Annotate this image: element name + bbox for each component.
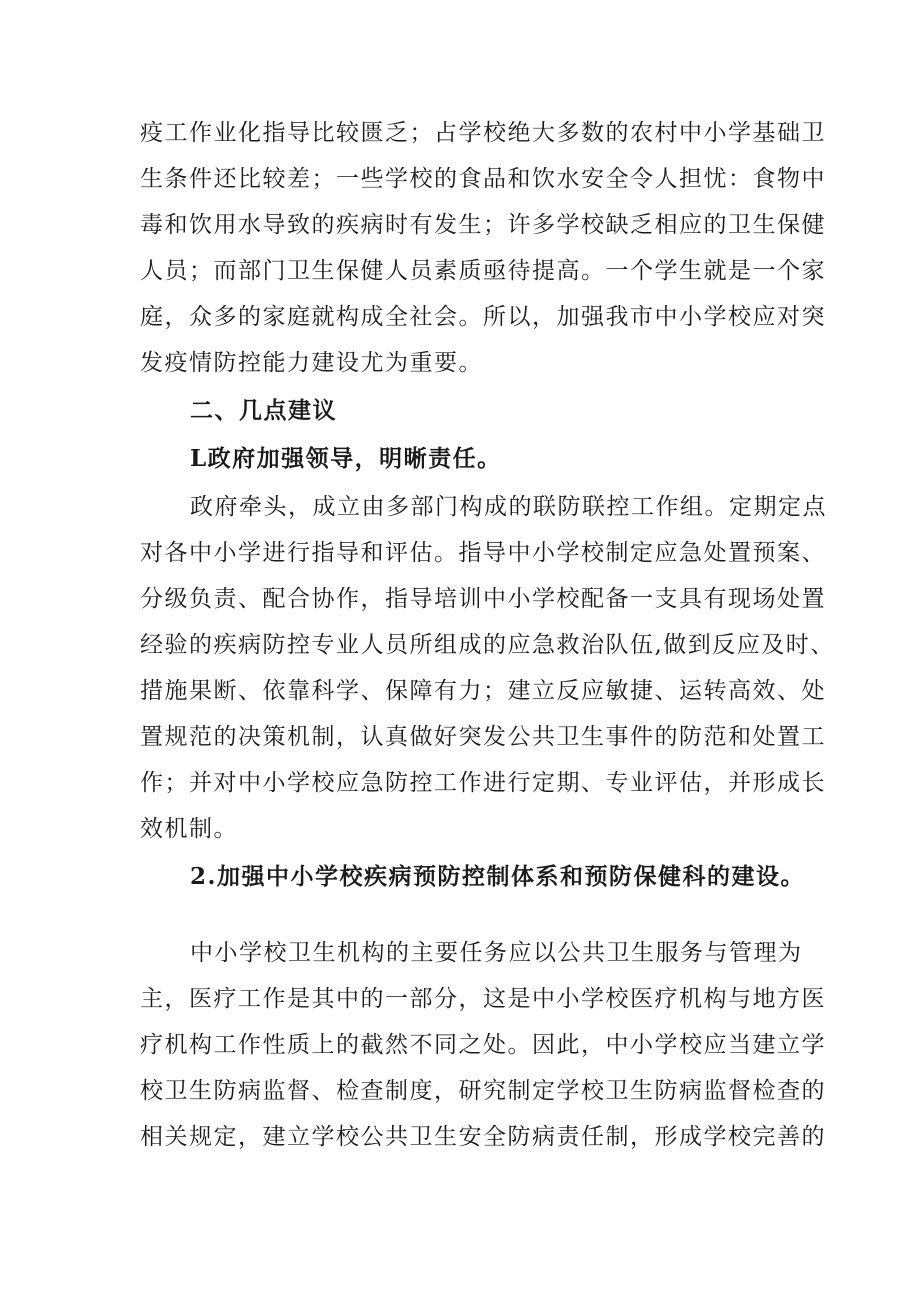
paragraph-line: 效机制。 <box>140 816 238 842</box>
paragraph-line: 政府牵头，成立由多部门构成的联防联控工作组。定期定点 <box>190 494 827 520</box>
paragraph-line: 经验的疾病防控专业人员所组成的应急救治队伍,做到反应及时、 <box>140 632 835 658</box>
paragraph-line: 相关规定，建立学校公共卫生安全防病责任制，形成学校完善的 <box>140 1124 826 1150</box>
subheading-2: 2.加强中小学校疾病预防控制体系和预防保健科的建设。 <box>190 863 806 890</box>
paragraph-line: 生条件还比较差；一些学校的食品和饮水安全令人担忧：食物中 <box>140 166 826 192</box>
paragraph-line: 疗机构工作性质上的截然不同之处。因此，中小学校应当建立学 <box>140 1032 826 1058</box>
paragraph-line: 主，医疗工作是其中的一部分，这是中小学校医疗机构与地方医 <box>140 986 826 1012</box>
paragraph-line: 中小学校卫生机构的主要任务应以公共卫生服务与管理为 <box>190 940 803 966</box>
paragraph-line: 置规范的决策机制，认真做好突发公共卫生事件的防范和处置工 <box>140 724 826 750</box>
section-heading: 二、几点建议 <box>190 397 337 424</box>
paragraph-line: 措施果断、依靠科学、保障有力；建立反应敏捷、运转高效、处 <box>140 678 826 704</box>
paragraph-line: 对各中小学进行指导和评估。指导中小学校制定应急处置预案、 <box>140 540 826 566</box>
paragraph-line: 疫工作业化指导比较匮乏；占学校绝大多数的农村中小学基础卫 <box>140 120 826 146</box>
paragraph-line: 庭，众多的家庭就构成全社会。所以，加强我市中小学校应对突 <box>140 304 826 330</box>
paragraph-line: 作；并对中小学校应急防控工作进行定期、专业评估，并形成长 <box>140 770 826 796</box>
paragraph-line: 校卫生防病监督、检查制度，研究制定学校卫生防病监督检查的 <box>140 1078 826 1104</box>
paragraph-line: 发疫情防控能力建设尤为重要。 <box>140 350 483 376</box>
paragraph-line: 分级负责、配合协作，指导培训中小学校配备一支具有现场处置 <box>140 586 826 612</box>
subheading-1: L政府加强领导，明晰责任。 <box>190 445 502 472</box>
paragraph-line: 毒和饮用水导致的疾病时有发生；许多学校缺乏相应的卫生保健 <box>140 212 826 238</box>
paragraph-line: 人员；而部门卫生保健人员素质亟待提高。一个学生就是一个家 <box>140 258 826 284</box>
